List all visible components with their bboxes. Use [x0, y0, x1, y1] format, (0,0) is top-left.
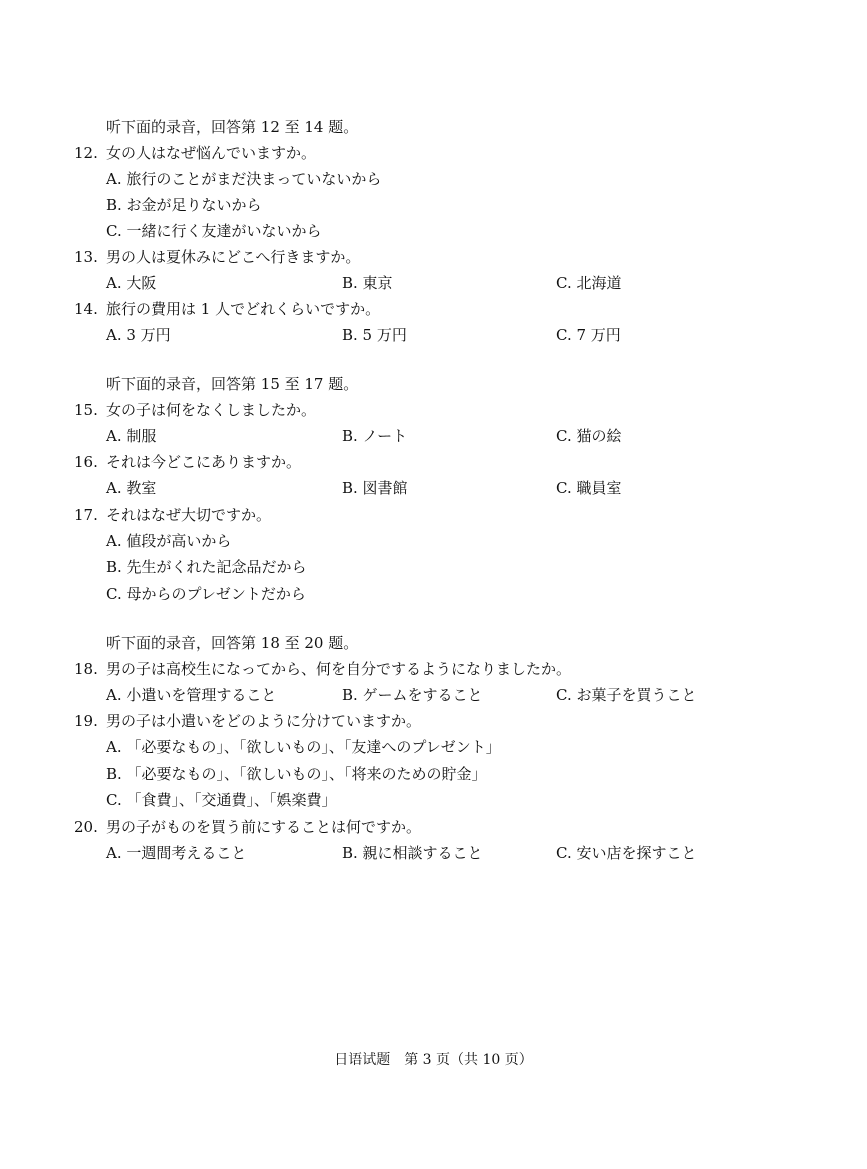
question-text: 男の人は夏休みにどこへ行きますか。 — [106, 248, 361, 266]
option-b: B. 先生がくれた記念品だから — [106, 558, 307, 576]
question-text: 男の子は小遣いをどのように分けていますか。 — [106, 712, 422, 730]
option-c: C. 安い店を探すこと — [556, 844, 697, 862]
option-b: B. 親に相談すること — [342, 844, 483, 862]
section-instruction: 听下面的录音，回答第 12 至 14 题。 — [106, 118, 359, 136]
question-number: 20. — [74, 818, 98, 836]
question-number: 14. — [74, 300, 98, 318]
question-text: 男の子がものを買う前にすることは何ですか。 — [106, 818, 422, 836]
question-number: 18. — [74, 660, 98, 678]
option-a: A. 大阪 — [106, 274, 157, 292]
option-b: B. 5 万円 — [342, 326, 407, 344]
question-text: それは今どこにありますか。 — [106, 453, 302, 471]
option-c: C. 北海道 — [556, 274, 622, 292]
option-a: A. 制服 — [106, 427, 157, 445]
question-number: 15. — [74, 401, 98, 419]
question-number: 12. — [74, 144, 98, 162]
option-c: C. 「食費」、「交通費」、「娯楽費」 — [106, 791, 337, 809]
question-text: 男の子は高校生になってから、何を自分でするようになりましたか。 — [106, 660, 572, 678]
option-a: A. 一週間考えること — [106, 844, 247, 862]
section-instruction: 听下面的录音，回答第 15 至 17 题。 — [106, 375, 359, 393]
page-footer: 日语试题 第 3 页（共 10 页） — [334, 1052, 533, 1068]
option-a: A. 値段が高いから — [106, 532, 232, 550]
question-text: 女の人はなぜ悩んでいますか。 — [106, 144, 317, 162]
option-b: B. お金が足りないから — [106, 196, 262, 214]
option-c: C. 猫の絵 — [556, 427, 622, 445]
section-instruction: 听下面的录音，回答第 18 至 20 题。 — [106, 634, 359, 652]
question-number: 17. — [74, 506, 98, 524]
option-c: C. 一緒に行く友達がいないから — [106, 222, 322, 240]
option-b: B. ノート — [342, 427, 408, 445]
option-b: B. 図書館 — [342, 479, 408, 497]
option-b: B. 東京 — [342, 274, 393, 292]
question-text: 女の子は何をなくしましたか。 — [106, 401, 317, 419]
question-number: 16. — [74, 453, 98, 471]
question-number: 19. — [74, 712, 98, 730]
option-c: C. 7 万円 — [556, 326, 621, 344]
option-a: A. 教室 — [106, 479, 157, 497]
option-a: A. 旅行のことがまだ決まっていないから — [106, 170, 382, 188]
option-c: C. 母からのプレゼントだから — [106, 585, 306, 603]
option-c: C. 職員室 — [556, 479, 622, 497]
option-c: C. お菓子を買うこと — [556, 686, 697, 704]
option-a: A. 3 万円 — [106, 326, 171, 344]
question-text: それはなぜ大切ですか。 — [106, 506, 272, 524]
question-text: 旅行の費用は 1 人でどれくらいですか。 — [106, 300, 381, 318]
option-b: B. ゲームをすること — [342, 686, 483, 704]
option-a: A. 「必要なもの」、「欲しいもの」、「友達へのプレゼント」 — [106, 738, 501, 756]
option-a: A. 小遣いを管理すること — [106, 686, 277, 704]
question-number: 13. — [74, 248, 98, 266]
option-b: B. 「必要なもの」、「欲しいもの」、「将来のための貯金」 — [106, 765, 487, 783]
